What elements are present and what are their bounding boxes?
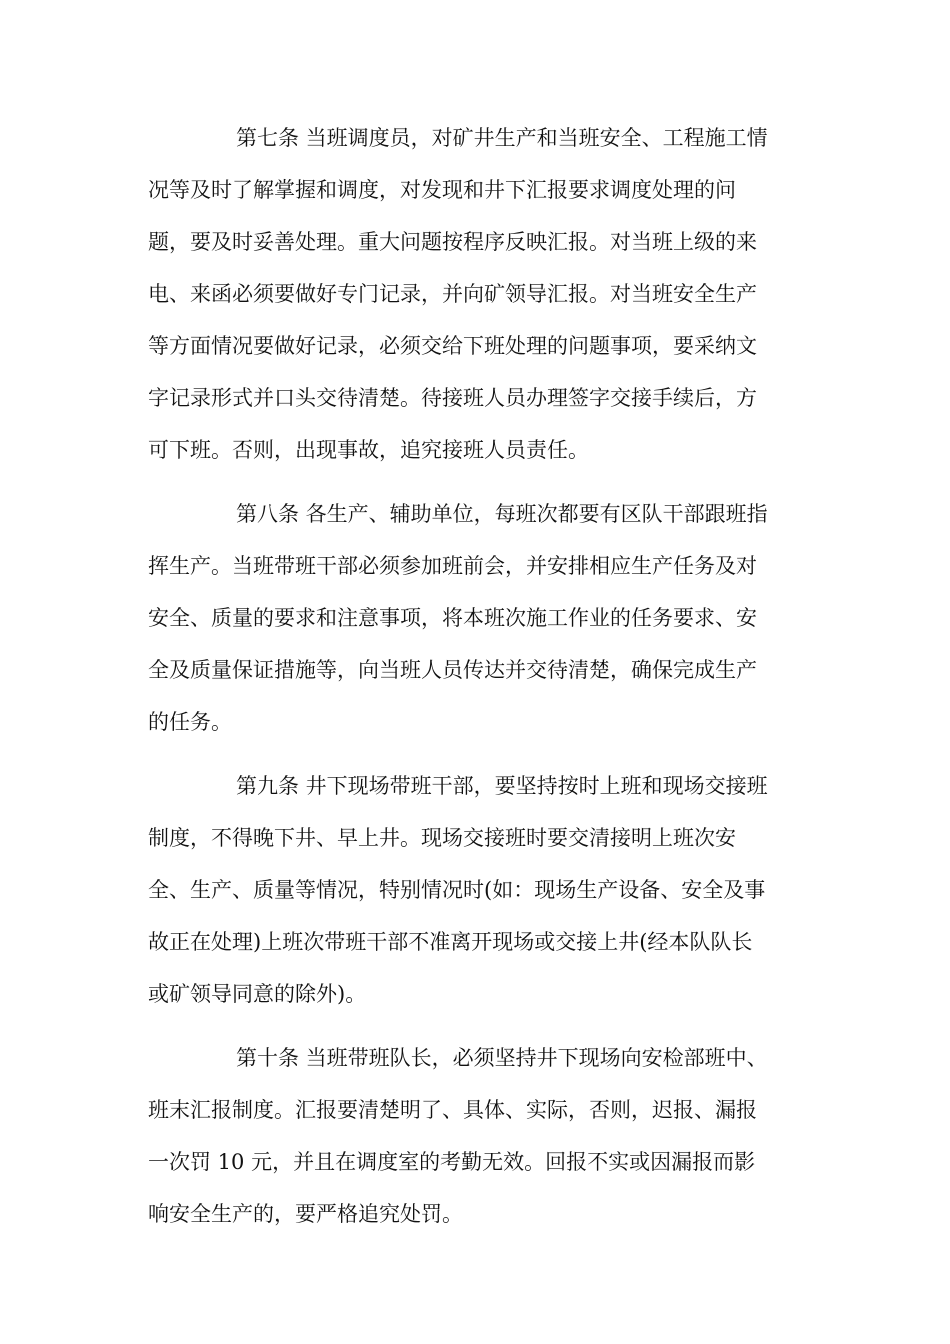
article-10-line-4: 响安全生产的，要严格追究处罚。 (148, 1202, 463, 1226)
article-8-line-3: 安全、质量的要求和注意事项，将本班次施工作业的任务要求、安 (148, 606, 757, 630)
article-8-line-2: 挥生产。当班带班干部必须参加班前会，并安排相应生产任务及对 (148, 554, 757, 578)
article-7-paragraph (148, 112, 804, 476)
article-7-line-3: 题，要及时妥善处理。重大问题按程序反映汇报。对当班上级的来 (148, 230, 757, 254)
article-7-line-6: 字记录形式并口头交待清楚。待接班人员办理签字交接手续后，方 (148, 386, 757, 410)
article-7-line-5: 等方面情况要做好记录，必须交给下班处理的问题事项，要采纳文 (148, 334, 757, 358)
article-9-line-2: 制度，不得晚下井、早上井。现场交接班时要交清接明上班次安 (148, 826, 736, 850)
article-7-line-4: 电、来函必须要做好专门记录，并向矿领导汇报。对当班安全生产 (148, 282, 757, 306)
article-8-line-4: 全及质量保证措施等，向当班人员传达并交待清楚，确保完成生产 (148, 658, 757, 682)
article-10-paragraph (148, 1032, 804, 1240)
article-7-line-2: 况等及时了解掌握和调度，对发现和井下汇报要求调度处理的问 (148, 178, 736, 202)
article-9-paragraph (148, 760, 804, 1020)
article-9-line-5: 或矿领导同意的除外)。 (148, 982, 367, 1006)
article-8-paragraph (148, 488, 804, 748)
article-9-line-3: 全、生产、质量等情况，特别情况时(如：现场生产设备、安全及事 (148, 878, 766, 902)
article-8-line-5: 的任务。 (148, 710, 232, 734)
article-10-line-3: 一次罚 10 元，并且在调度室的考勤无效。回报不实或因漏报而影 (148, 1150, 756, 1174)
article-9-line-1: 第九条 井下现场带班干部，要坚持按时上班和现场交接班 (236, 774, 768, 798)
document-body (148, 112, 804, 1252)
article-10-line-1: 第十条 当班带班队长，必须坚持井下现场向安检部班中、 (236, 1046, 768, 1070)
article-7-line-7: 可下班。否则，出现事故，追究接班人员责任。 (148, 438, 589, 462)
article-7-line-1: 第七条 当班调度员，对矿井生产和当班安全、工程施工情 (236, 126, 768, 150)
article-9-line-4: 故正在处理)上班次带班干部不准离开现场或交接上井(经本队队长 (148, 930, 753, 954)
article-8-line-1: 第八条 各生产、辅助单位，每班次都要有区队干部跟班指 (236, 502, 768, 526)
article-10-line-2: 班末汇报制度。汇报要清楚明了、具体、实际，否则，迟报、漏报 (148, 1098, 757, 1122)
